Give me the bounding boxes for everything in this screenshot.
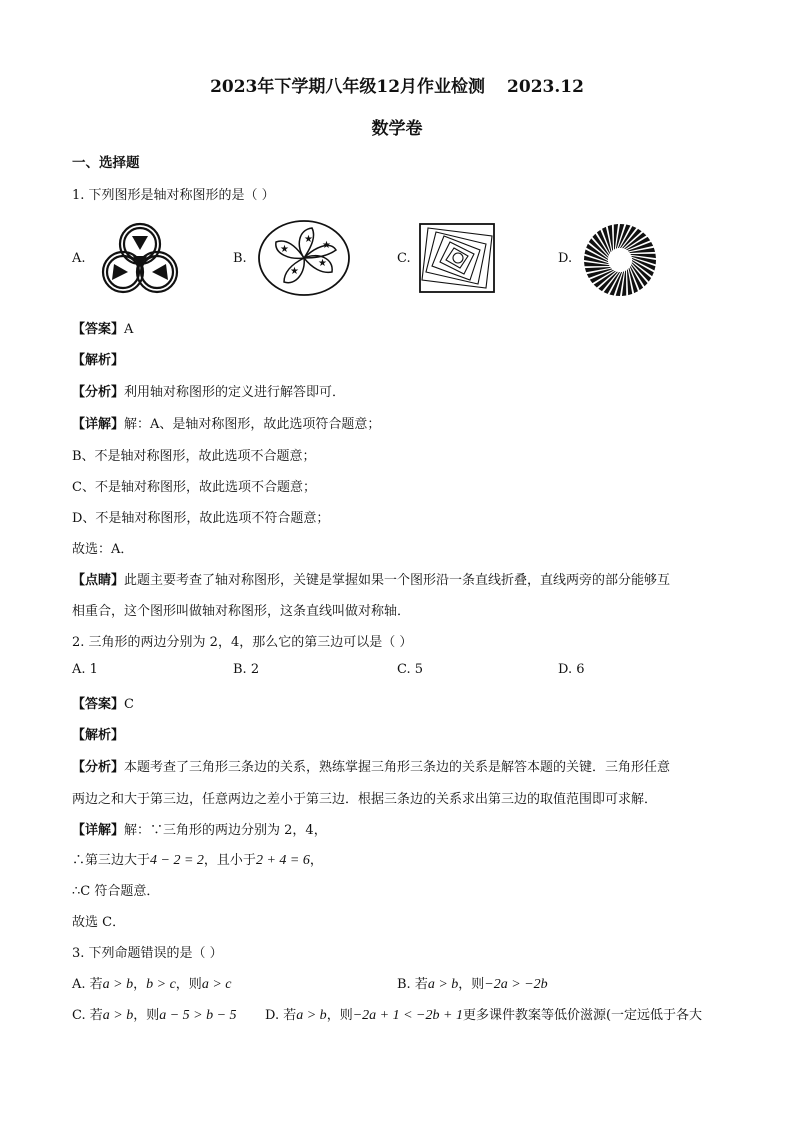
q1-option-c-label: C. (397, 251, 411, 266)
title-date: 2023.12 (507, 77, 584, 97)
q1-figure-c-rotated-squares (418, 222, 496, 294)
q1-xiangjie: 【详解】解：A、是轴对称图形，故此选项符合题意； (72, 417, 381, 432)
q1-a-top-triangle (132, 236, 148, 250)
q1-figure-d-sunburst (580, 222, 660, 298)
q1-dianjing: 【点睛】此题主要考查了轴对称图形，关键是掌握如果一个图形沿一条直线折叠，直线两旁的部分能够互 (72, 573, 671, 588)
q1-figure-b-bauhinia (256, 218, 352, 298)
title-text: 2023年下学期八年级12月作业检测 (210, 77, 486, 97)
q1-analysis-tag: 【解析】 (72, 353, 125, 368)
q1-dianjing-2: 相重合，这个图形叫做轴对称图形，这条直线叫做对称轴． (72, 604, 411, 619)
q1-option-a-label: A. (72, 251, 86, 266)
page-title (0, 72, 794, 97)
q2-line-choose: 故选 C． (72, 915, 126, 930)
q1-b-star-4: ★ (280, 244, 289, 255)
q1-figure-a-trefoil (88, 220, 192, 298)
q1-fenxi: 【分析】利用轴对称图形的定义进行解答即可． (72, 385, 346, 400)
q1-line-d: D、不是轴对称图形，故此选项不符合题意； (72, 511, 330, 526)
q1-line-b: B、不是轴对称图形，故此选项不合题意； (72, 449, 316, 464)
q2-fenxi-2: 两边之和大于第三边，任意两边之差小于第三边．根据三条边的关系求出第三边的取值范围即可求解． (72, 792, 658, 807)
q1-b-star-3: ★ (290, 266, 299, 277)
q1-a-left-triangle (112, 264, 128, 280)
q2-answer: 【答案】C (72, 697, 134, 712)
q2-option-a: A. 1 (72, 662, 98, 677)
q1-answer: 【答案】A (72, 322, 134, 337)
q1-option-d-label: D. (558, 251, 573, 266)
q2-xiangjie: 【详解】解：∵三角形的两边分别为 2，4， (72, 823, 327, 838)
q1-option-b-label: B. (233, 251, 247, 266)
q2-option-c: C. 5 (397, 662, 424, 677)
q1-b-star-5: ★ (322, 240, 331, 251)
q1-b-star-1: ★ (304, 234, 313, 245)
q1-choose: 故选：A． (72, 542, 134, 557)
q1-b-star-2: ★ (318, 258, 327, 269)
q3-option-c: C. 若a > b，则a − 5 > b − 5 (72, 1008, 237, 1023)
q2-option-d: D. 6 (558, 662, 585, 677)
q2-line-range: ∴第三边大于4 − 2 = 2，且小于2 + 4 = 6， (72, 853, 323, 868)
q3-option-d: D. 若a > b，则−2a + 1 < −2b + 1更多课件教案等低价滋源(一定远低于各大 (265, 1008, 703, 1023)
q3-option-a: A. 若a > b，b > c，则a > c (72, 977, 232, 992)
q1-a-right-triangle (152, 264, 168, 280)
page-subtitle: 数学卷 (371, 119, 423, 139)
q2-fenxi: 【分析】本题考查了三角形三条边的关系，熟练掌握三角形三条边的关系是解答本题的关键．三角形任意 (72, 760, 671, 775)
q2-analysis-tag: 【解析】 (72, 728, 125, 743)
section-heading: 一、选择题 (72, 155, 140, 171)
q2-stem: 2. 三角形的两边分别为 2，4，那么它的第三边可以是（ ） (72, 635, 413, 650)
q1-line-c: C、不是轴对称图形，故此选项不合题意； (72, 480, 316, 495)
q2-option-b: B. 2 (233, 662, 260, 677)
q1-stem: 1. 下列图形是轴对称图形的是（ ） (72, 188, 275, 203)
q3-option-b: B. 若a > b，则−2a > −2b (397, 977, 548, 992)
q2-line-conclusion: ∴C 符合题意． (72, 884, 160, 899)
q3-stem: 3. 下列命题错误的是（ ） (72, 946, 223, 961)
